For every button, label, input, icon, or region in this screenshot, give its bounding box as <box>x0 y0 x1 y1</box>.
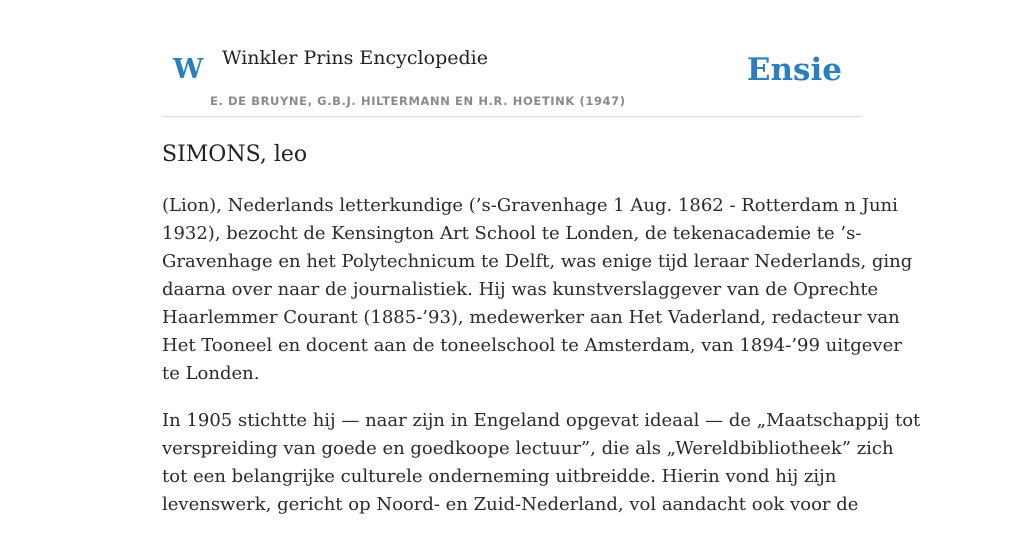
book-logo[interactable]: W <box>173 54 204 85</box>
text-line: verspreiding van goede en goedkoope lectuur”, die als „Wereldbibliotheek” zich <box>162 438 894 459</box>
brand-logo-link[interactable]: Ensie <box>746 52 842 88</box>
site-header <box>162 0 862 117</box>
text-line: 1932), bezocht de Kensington Art School te Londen, de tekenacademie te ’s- <box>162 223 862 244</box>
text-line: daarna over naar de journalistiek. Hij was kunstverslaggever van de Oprechte <box>162 279 879 300</box>
text-line: In 1905 stichtte hij — naar zijn in Engeland opgevat ideaal — de „Maatschappij tot <box>162 410 921 431</box>
entry-paragraph <box>162 192 913 388</box>
book-authors: E. DE BRUYNE, G.B.J. HILTERMANN EN H.R. HOETINK (1947) <box>210 94 626 108</box>
text-line: Gravenhage en het Polytechnicum te Delft, was enige tijd leraar Nederlands, ging <box>162 251 913 272</box>
entry-title: SIMONS, leo <box>162 142 308 167</box>
text-line: levenswerk, gericht op Noord- en Zuid-Nederland, vol aandacht ook voor de <box>162 494 859 515</box>
book-title[interactable]: Winkler Prins Encyclopedie <box>222 47 488 69</box>
text-line: tot een belangrijke culturele onderneming uitbreidde. Hierin vond hij zijn <box>162 466 837 487</box>
entry-body <box>162 192 921 538</box>
text-line: Haarlemmer Courant (1885-’93), medewerker aan Het Vaderland, redacteur van <box>162 307 900 328</box>
page <box>162 0 921 515</box>
text-line: Het Tooneel en docent aan de toneelschool te Amsterdam, van 1894-’99 uitgever <box>162 335 902 356</box>
text-line: te Londen. <box>162 363 260 384</box>
text-line: (Lion), Nederlands letterkundige (’s-Gravenhage 1 Aug. 1862 - Rotterdam n Juni <box>162 195 898 216</box>
entry-paragraph <box>162 407 921 519</box>
